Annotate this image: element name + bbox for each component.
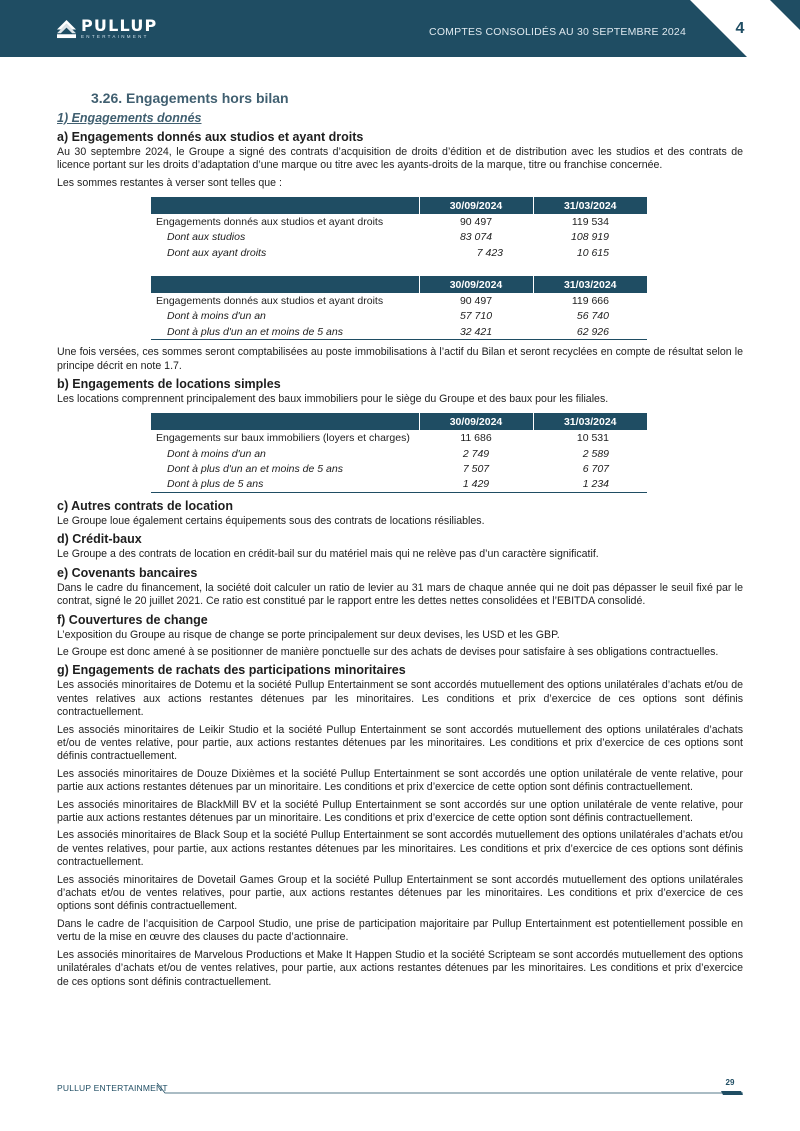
row-label: Dont à moins d'un an <box>167 310 266 323</box>
logo-name: PULLUP <box>81 16 158 36</box>
heading-f: f) Couvertures de change <box>57 612 208 627</box>
table-header-col2: 31/03/2024 <box>533 197 647 214</box>
heading-b: b) Engagements de locations simples <box>57 377 281 392</box>
table-header-blank <box>151 413 419 430</box>
chapter-number: 4 <box>735 20 745 37</box>
table-header-col1: 30/09/2024 <box>419 276 533 293</box>
row-value-1: 11 686 <box>460 432 492 445</box>
company-logo <box>57 17 157 41</box>
table-header-blank <box>151 276 419 293</box>
row-label: Dont à plus de 5 ans <box>151 477 419 493</box>
row-label: Engagements donnés aux studios et ayant droits <box>156 215 384 228</box>
paragraph: Les associés minoritaires de Marvelous Productions et Make It Happen Studio et la société Scripteam se sont accordés mutuellement des options unilatérales d’achats et/ou de ventes relatives, pour partie, aux actions restantes détenues par les minoritaires. Les conditions et prix d’exercice de ces options sont définis contractuellement. <box>57 948 743 988</box>
row-label: Engagements sur baux immobiliers (loyers et charges) <box>156 432 410 445</box>
section-title: 3.26. Engagements hors bilan <box>91 90 289 106</box>
page-number: 29 <box>725 1078 735 1087</box>
table-row <box>151 293 647 309</box>
row-label: Engagements donnés aux studios et ayant droits <box>156 294 384 307</box>
paragraph: Les associés minoritaires de BlackMill BV et la société Pullup Entertainment se sont accordés sur une option unilatérale de vente relative, pour partie aux actions restantes détenues par un minoritaire. Les conditions et prix d’exercice de cette option sont définis contractuellement. <box>57 798 743 825</box>
paragraph: Les associés minoritaires de Dovetail Games Group et la société Pullup Entertainment se sont accordés mutuellement des options unilatérales d’achats et/ou de ventes relatives, pour partie, aux actions restantes détenues par les minoritaires. Les conditions et prix d’exercice de ces options sont définis contractuellement. <box>57 873 743 913</box>
table-row <box>151 430 647 446</box>
table-row <box>151 309 647 325</box>
pullup-logo-icon <box>57 20 76 39</box>
row-value-2: 2 589 <box>582 447 609 460</box>
paragraph: Le Groupe a des contrats de location en crédit-bail sur du matériel mais qui ne relève pas d’un caractère significatif. <box>57 548 599 561</box>
paragraph: Les associés minoritaires de Dotemu et la société Pullup Entertainment se sont accordés mutuellement des options unilatérales d’achats et/ou de ventes relatives aux actions restantes détenues par les minoritaires. Les conditions et prix d’exercice de ces options sont définis contractuellement. <box>57 679 743 719</box>
table-row <box>151 245 647 261</box>
paragraph: Le Groupe est donc amené à se positionner de manière ponctuelle sur des achats de devises pour satisfaire à ses obligations contractuelles. <box>57 645 719 658</box>
paragraph: Dans le cadre du financement, la société doit calculer un ratio de levier au 31 mars de chaque année qui ne doit pas dépasser le seuil fixé par le contrat, signé le 20 juillet 2021. Ce ratio est constitué par le rapport entre les dettes nettes consolidées et l’EBITDA consolidé. <box>57 581 743 608</box>
table-row <box>151 324 647 340</box>
paragraph: Le Groupe loue également certains équipements sous des contrats de locations résiliables. <box>57 514 485 527</box>
paragraph: Les locations comprennent principalement des baux immobiliers pour le siège du Groupe et des baux pour les filiales. <box>57 393 609 406</box>
row-value-1: 90 497 <box>459 294 493 307</box>
paragraph: Les associés minoritaires de Douze Dixièmes et la société Pullup Entertainment se sont accordés une option unilatérale de vente relative, pour partie aux actions restantes détenues par un minoritaire. Les conditions et prix d’exercice de cette option sont définis contractuellement. <box>57 767 743 794</box>
row-value-1: 7 423 <box>476 246 503 259</box>
logo-subtitle: ENTERTAINMENT <box>81 34 149 40</box>
paragraph: Les sommes restantes à verser sont telles que : <box>57 176 282 189</box>
paragraph: Dans le cadre de l’acquisition de Carpool Studio, une prise de participation majoritaire par Pullup Entertainment est potentiellement possible en vertu de la mise en œuvre des clauses du pacte d’actionnaire. <box>57 917 743 944</box>
footer-company: PULLUP ENTERTAINMENT <box>57 1083 168 1093</box>
table-header-col2: 31/03/2024 <box>533 276 647 293</box>
row-label: Dont à plus d'un an et moins de 5 ans <box>167 463 343 476</box>
row-value-2: 119 666 <box>571 294 609 307</box>
row-value-2: 6 707 <box>582 463 609 476</box>
row-value-1: 83 074 <box>459 231 493 244</box>
row-label: Dont aux ayant droits <box>167 246 267 259</box>
subsection-title: 1) Engagements donnés <box>57 111 202 125</box>
page-content <box>57 90 743 993</box>
row-value-2: 10 615 <box>576 246 609 259</box>
row-value-2: 62 926 <box>533 324 647 340</box>
row-value-1: 57 710 <box>459 310 493 323</box>
table-header-col2: 31/03/2024 <box>533 413 647 430</box>
table-header-blank <box>151 197 419 214</box>
row-value-2: 108 919 <box>571 231 609 244</box>
paragraph: Les associés minoritaires de Black Soup et la société Pullup Entertainment se sont accordés mutuellement des options unilatérales d’achats et/ou de ventes relatives, pour partie, aux actions restantes détenues par les minoritaires. Les conditions et prix d’exercice de ces options sont définis contractuellement. <box>57 829 743 869</box>
table-row <box>151 477 647 493</box>
row-value-2: 56 740 <box>576 310 609 323</box>
paragraph: Les associés minoritaires de Leikir Studio et la société Pullup Entertainment se sont accordés mutuellement des options unilatérales d’achats et/ou de ventes relative, pour partie, aux actions restantes détenues par les minoritaires. Les conditions et prix d’exercice de ces options sont définis contractuellement. <box>57 723 743 763</box>
row-value-2: 119 534 <box>571 215 609 228</box>
row-value-2: 10 531 <box>576 432 609 445</box>
heading-c: c) Autres contrats de location <box>57 498 233 513</box>
row-label: Dont à moins d'un an <box>167 447 266 460</box>
heading-e: e) Covenants bancaires <box>57 565 198 580</box>
row-value-1: 90 497 <box>459 215 493 228</box>
document-title: COMPTES CONSOLIDÉS AU 30 SEPTEMBRE 2024 <box>429 26 686 38</box>
row-value-2: 1 234 <box>533 477 647 493</box>
table-header-col1: 30/09/2024 <box>419 413 533 430</box>
table-row <box>151 214 647 230</box>
row-value-1: 2 749 <box>462 447 490 460</box>
row-label: Dont à plus d'un an et moins de 5 ans <box>151 324 419 340</box>
heading-g: g) Engagements de rachats des participations minoritaires <box>57 663 406 678</box>
table-row <box>151 230 647 246</box>
studios-commitments-table <box>151 197 647 340</box>
leases-table <box>151 413 647 493</box>
table-row <box>151 461 647 477</box>
row-value-1: 1 429 <box>419 477 533 493</box>
paragraph: L’exposition du Groupe au risque de change se porte principalement sur deux devises, les USD et les GBP. <box>57 628 560 641</box>
table-header-col1: 30/09/2024 <box>419 197 533 214</box>
page-header <box>0 0 800 57</box>
paragraph: Au 30 septembre 2024, le Groupe a signé des contrats d’acquisition de droits d’édition et de distribution avec les studios et des contrats de licence portant sur les droits d’adaptation d’une marque ou titre avec les ayants-droits de la marque, titre ou franchise concernée. <box>57 146 743 172</box>
heading-d: d) Crédit-baux <box>57 532 142 547</box>
row-label: Dont aux studios <box>167 231 246 244</box>
table-row <box>151 446 647 462</box>
heading-a: a) Engagements donnés aux studios et ayant droits <box>57 130 364 144</box>
row-value-1: 7 507 <box>462 463 490 476</box>
paragraph: Une fois versées, ces sommes seront comptabilisées au poste immobilisations à l’actif du Bilan et seront recyclées en compte de résultat selon le principe décrit en note 1.7. <box>57 346 743 372</box>
row-value-1: 32 421 <box>419 324 533 340</box>
